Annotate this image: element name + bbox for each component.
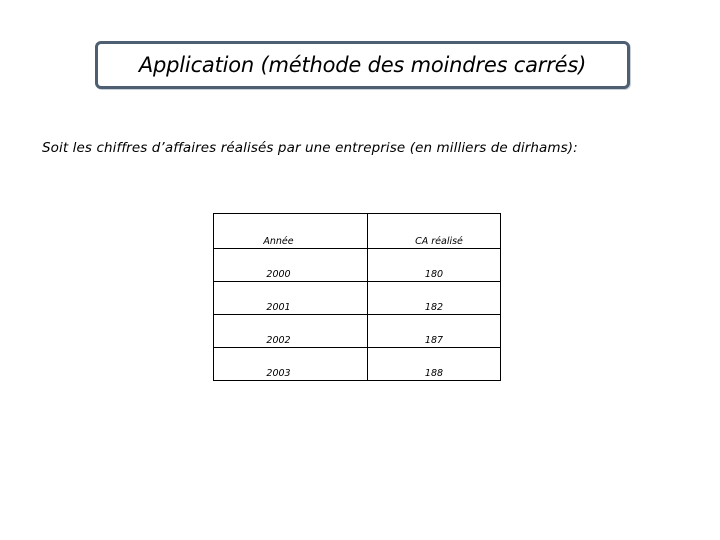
slide-title: Application (méthode des moindres carrés): [138, 53, 587, 77]
table-row: [214, 348, 501, 381]
ca-cell: 188: [368, 348, 501, 381]
intro-text: Soit les chiffres d’affaires réalisés par une entreprise (en milliers de dirhams):: [42, 140, 578, 156]
data-table: [213, 213, 501, 381]
table-header-row: [214, 214, 501, 249]
table-row: [214, 282, 501, 315]
year-cell: 2003: [214, 348, 368, 381]
ca-cell: 180: [368, 249, 501, 282]
table-row: [214, 315, 501, 348]
title-box: [95, 41, 630, 89]
year-cell: 2001: [214, 282, 368, 315]
year-cell: 2002: [214, 315, 368, 348]
header-cell-ca: CA réalisé: [368, 214, 501, 249]
year-cell: 2000: [214, 249, 368, 282]
header-cell-year: Année: [214, 214, 368, 249]
ca-cell: 187: [368, 315, 501, 348]
table-row: [214, 249, 501, 282]
ca-cell: 182: [368, 282, 501, 315]
